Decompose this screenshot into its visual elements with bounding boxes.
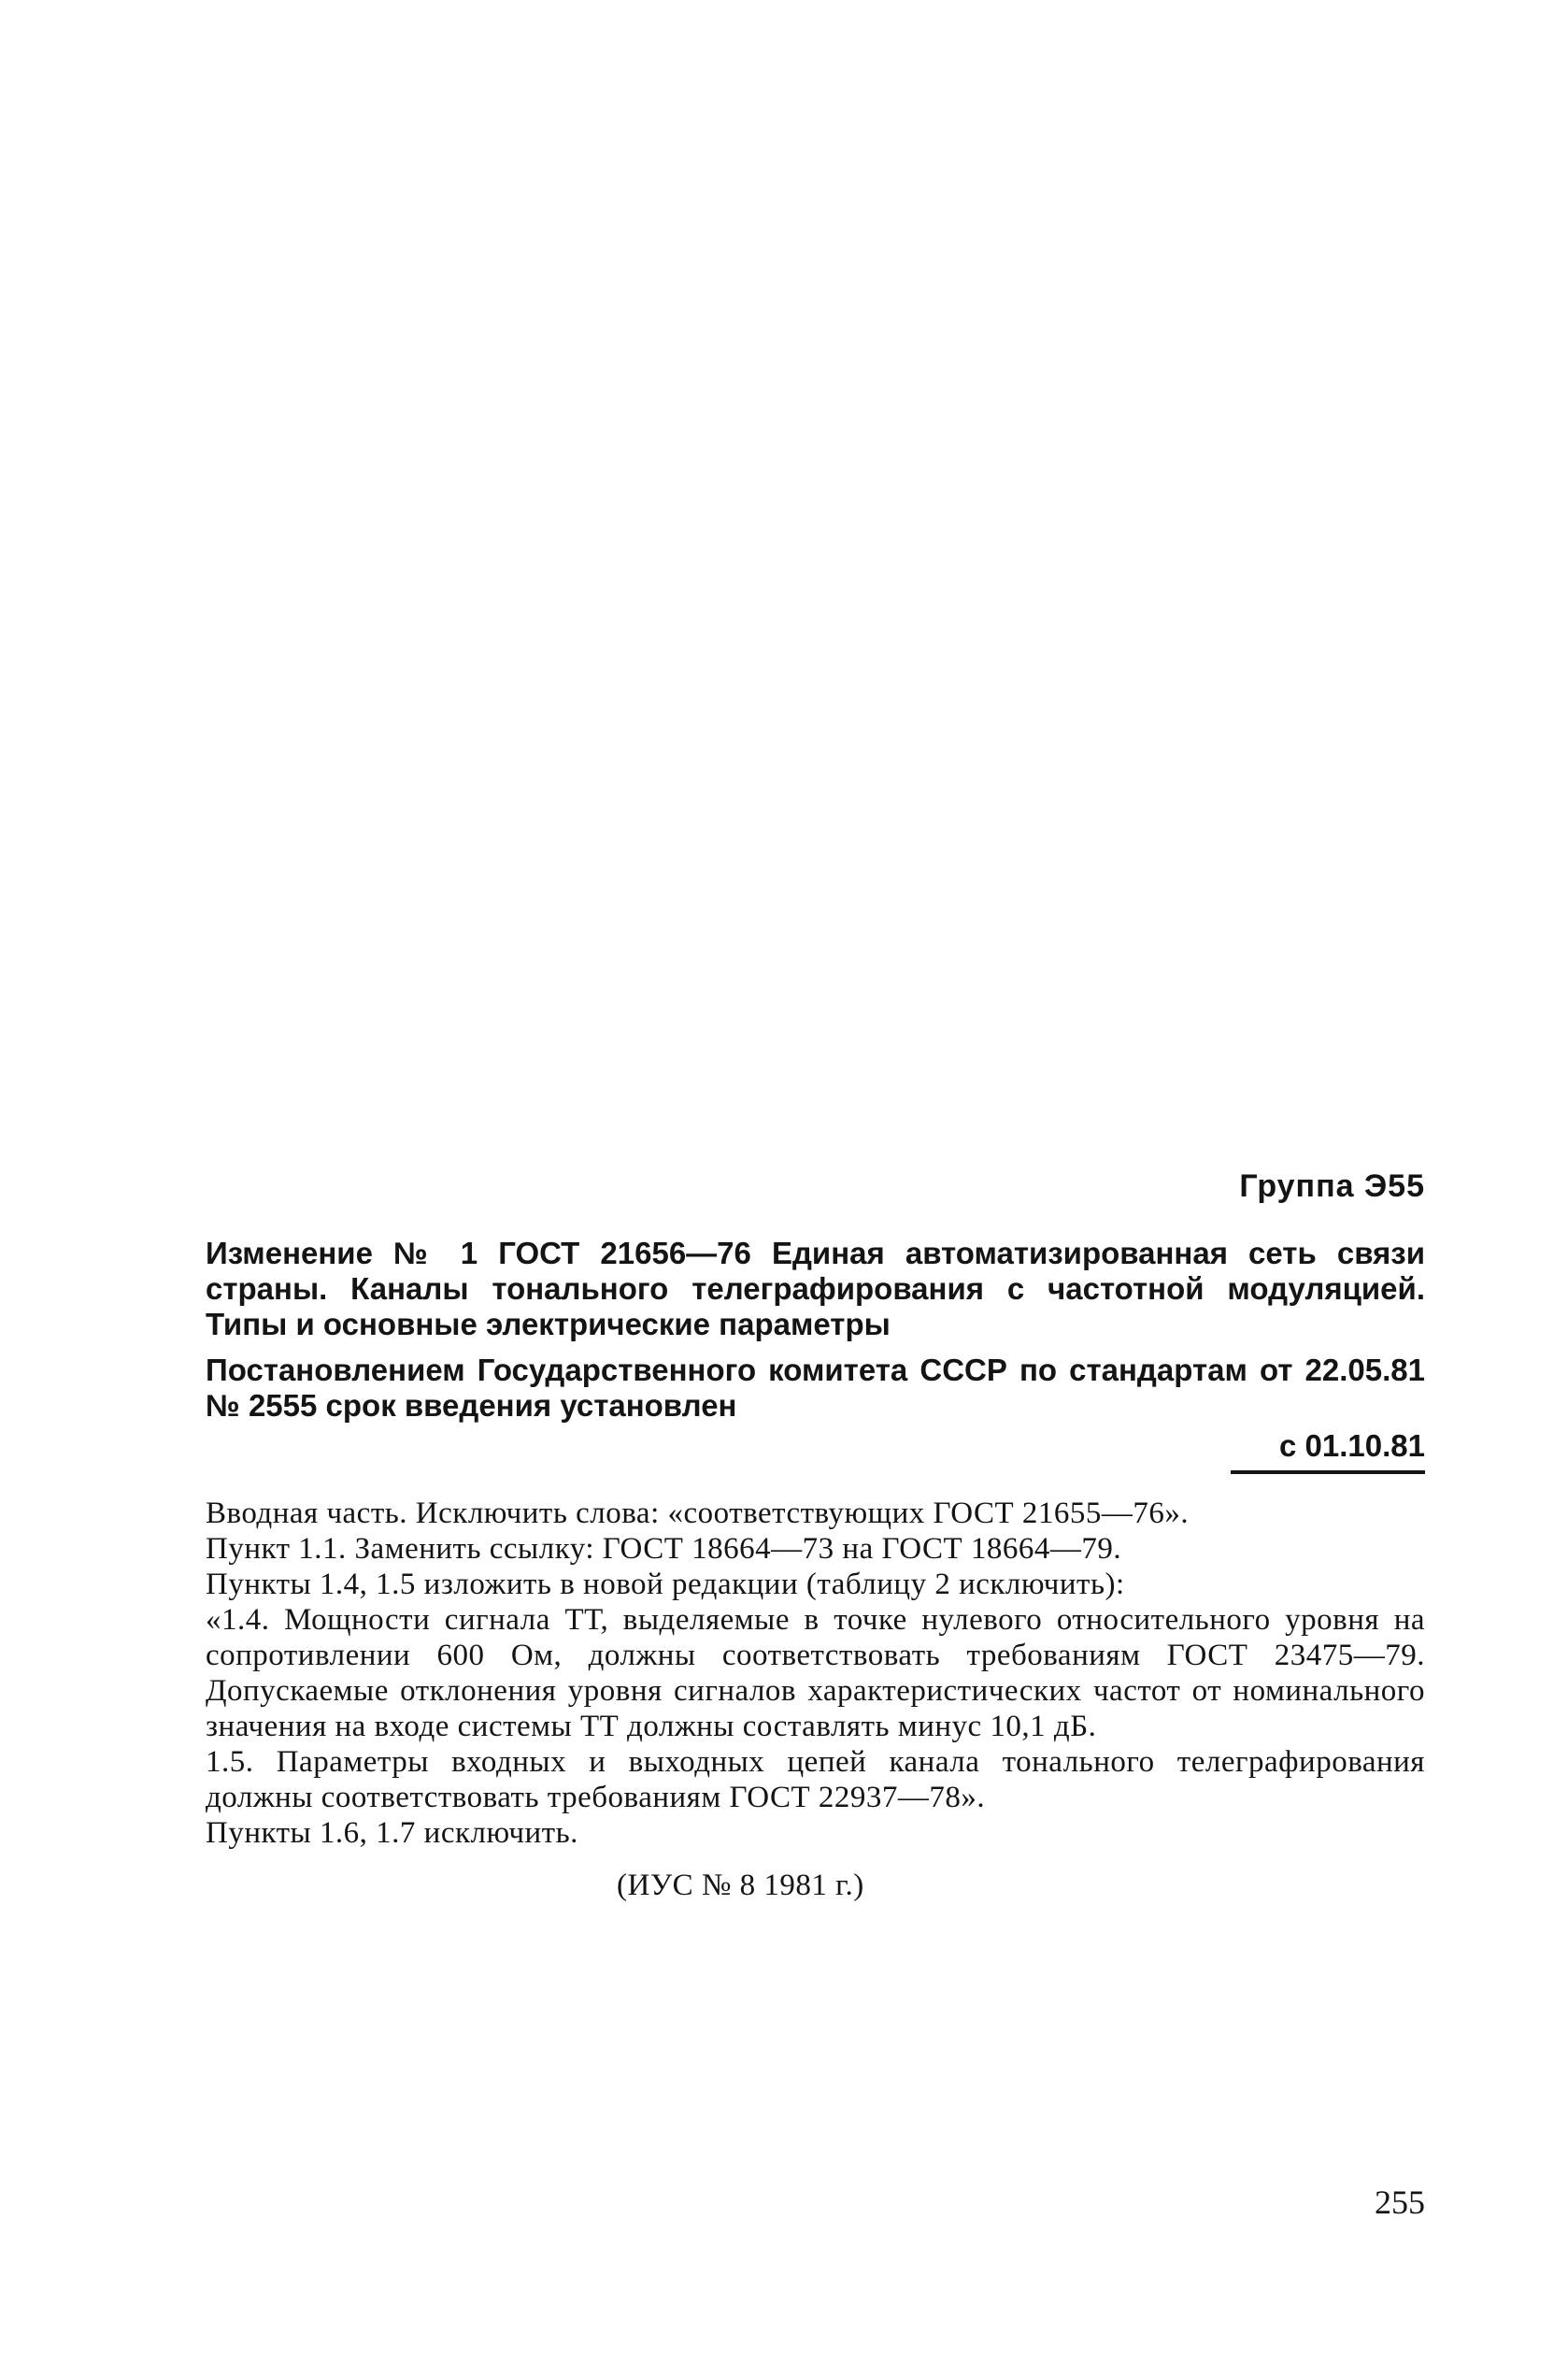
- paragraph: Пункты 1.6, 1.7 исключить.: [206, 1816, 578, 1850]
- paragraph: Пункт 1.1. Заменить ссылку: ГОСТ 18664—73 на ГОСТ 18664—79.: [206, 1532, 1122, 1566]
- group-label: Группа Э55: [1239, 1168, 1425, 1204]
- paragraph: «1.4. Мощности сигнала ТТ, выделяемые в точке нулевого относительного уровня на сопротивлении 600 Ом, должны соответствовать требованиям ГОСТ 23475—79. Допускаемые отклонения уровня сигналов характеристических частот от номинального значения на входе системы ТТ должны составлять минус 10,1 дБ.: [206, 1603, 1425, 1743]
- amendment-body: [206, 1496, 1425, 1903]
- paragraph: 1.5. Параметры входных и выходных цепей канала тонального телеграфирования должны соответствовать требованиям ГОСТ 22937—78».: [206, 1745, 1425, 1814]
- effective-date: с 01.10.81: [1279, 1428, 1425, 1463]
- paragraph: Пункты 1.4, 1.5 изложить в новой редакции (таблицу 2 исключить):: [206, 1568, 1125, 1601]
- source-reference: (ИУС № 8 1981 г.): [617, 1869, 864, 1902]
- page-number: 255: [1375, 2184, 1425, 2221]
- paragraph: Вводная часть. Исключить слова: «соответствующих ГОСТ 21655—76».: [206, 1497, 1190, 1530]
- decree-text: Постановлением Государственного комитета СССР по стандартам от 22.05.81 № 2555 срок введения установлен: [206, 1353, 1425, 1423]
- effective-date-underline: [1231, 1470, 1425, 1474]
- amendment-heading: Изменение № 1 ГОСТ 21656—76 Единая автоматизированная сеть связи страны. Каналы тонального телеграфирования с частотной модуляцией. Типы и основные электрические параметры: [206, 1236, 1425, 1341]
